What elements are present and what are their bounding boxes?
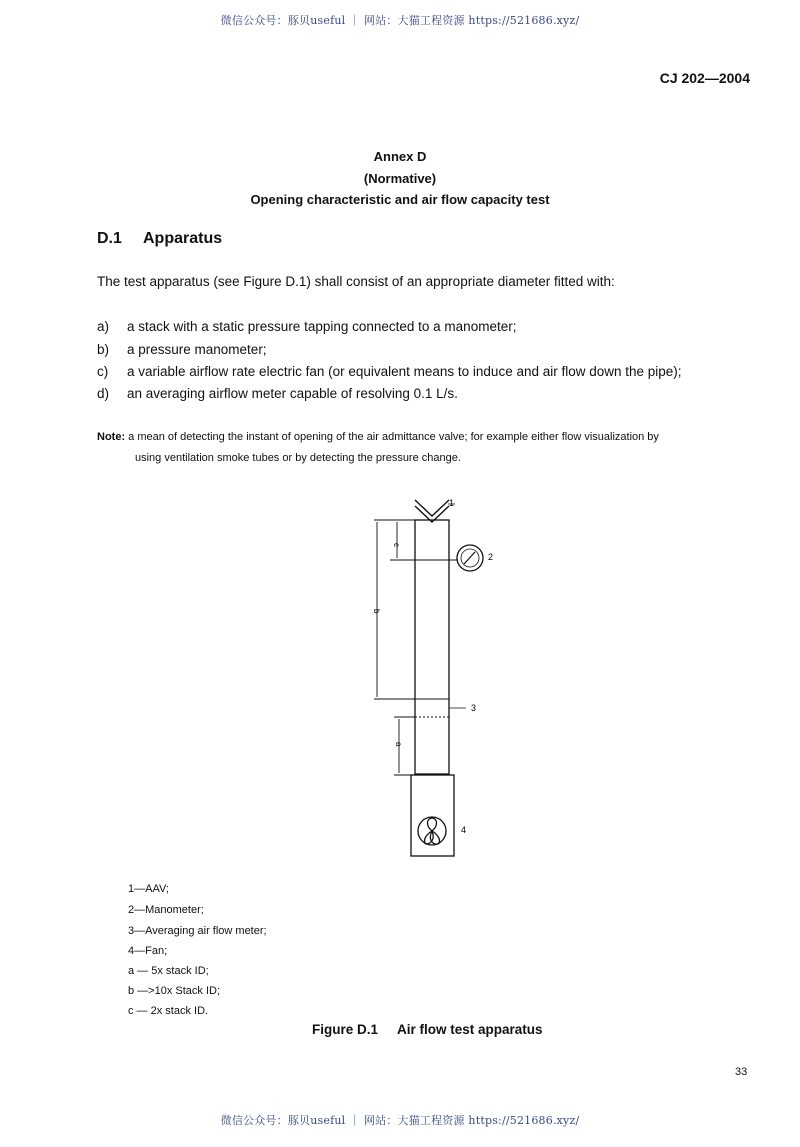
list-item xyxy=(97,386,458,401)
manometer-gauge xyxy=(457,545,483,571)
note-label: Note: xyxy=(97,431,126,443)
section-heading xyxy=(97,230,222,248)
legend-item: 2—Manometer; xyxy=(128,904,204,916)
list-item-text: a pressure manometer; xyxy=(127,342,267,357)
dimension-lines xyxy=(374,520,415,775)
list-item xyxy=(97,364,682,379)
aav-symbol xyxy=(415,500,449,522)
dimension-label-c: c xyxy=(392,543,401,547)
air-flow-test-apparatus-diagram xyxy=(360,492,510,862)
legend-item: c — 2x stack ID. xyxy=(128,1005,209,1017)
list-item xyxy=(97,319,516,334)
figure-caption xyxy=(312,1022,543,1037)
legend-item: 3—Averaging air flow meter; xyxy=(128,925,267,937)
note-line1: a mean of detecting the instant of opening of the air admittance valve; for example either flow visualization by xyxy=(128,431,659,443)
annex-title: Annex D xyxy=(373,149,427,164)
list-item-text: a variable airflow rate electric fan (or equivalent means to induce and air flow down the pipe); xyxy=(127,364,682,379)
standard-number: CJ 202—2004 xyxy=(659,70,750,86)
legend-item: 4—Fan; xyxy=(128,945,168,957)
list-item-label: a) xyxy=(97,319,110,334)
list-item-label: d) xyxy=(97,386,110,401)
callout-1: 1 xyxy=(449,498,455,508)
annex-status: (Normative) xyxy=(363,171,437,186)
top-watermark-banner: 微信公众号：豚贝useful ｜ 网站：大猫工程资源 https://521686.xyz/ xyxy=(220,14,580,27)
section-number: D.1 xyxy=(97,230,122,247)
list-item-label: c) xyxy=(97,364,109,379)
legend-item: a — 5x stack ID; xyxy=(128,965,209,977)
dimension-label-a: a xyxy=(394,742,403,747)
note xyxy=(97,427,762,469)
list-item-text: an averaging airflow meter capable of resolving 0.1 L/s. xyxy=(127,386,458,401)
intro-paragraph: The test apparatus (see Figure D.1) shall consist of an appropriate diameter fitted with: xyxy=(97,274,615,289)
legend-item: b —>10x Stack ID; xyxy=(128,985,221,997)
stack-pipe xyxy=(415,520,449,774)
list-item-label: b) xyxy=(97,342,110,357)
fan-icon xyxy=(418,817,446,845)
callout-4: 4 xyxy=(461,825,467,835)
figure-caption-title: Air flow test apparatus xyxy=(397,1022,543,1037)
annex-subtitle: Opening characteristic and air flow capacity test xyxy=(250,192,550,207)
list-item-text: a stack with a static pressure tapping connected to a manometer; xyxy=(127,319,517,334)
page-number: 33 xyxy=(735,1066,748,1078)
callout-3: 3 xyxy=(471,703,477,713)
note-line2: using ventilation smoke tubes or by detecting the pressure change. xyxy=(135,452,461,464)
list-item xyxy=(97,342,267,357)
averaging-airflow-meter xyxy=(415,699,449,717)
section-title: Apparatus xyxy=(143,230,223,247)
legend-item: 1—AAV; xyxy=(128,883,169,895)
dimension-label-b: b xyxy=(372,609,381,614)
bottom-watermark-banner: 微信公众号：豚贝useful ｜ 网站：大猫工程资源 https://521686.xyz/ xyxy=(220,1114,580,1127)
fan-housing xyxy=(411,775,454,856)
callout-2: 2 xyxy=(488,552,494,562)
figure-caption-number: Figure D.1 xyxy=(312,1022,379,1037)
